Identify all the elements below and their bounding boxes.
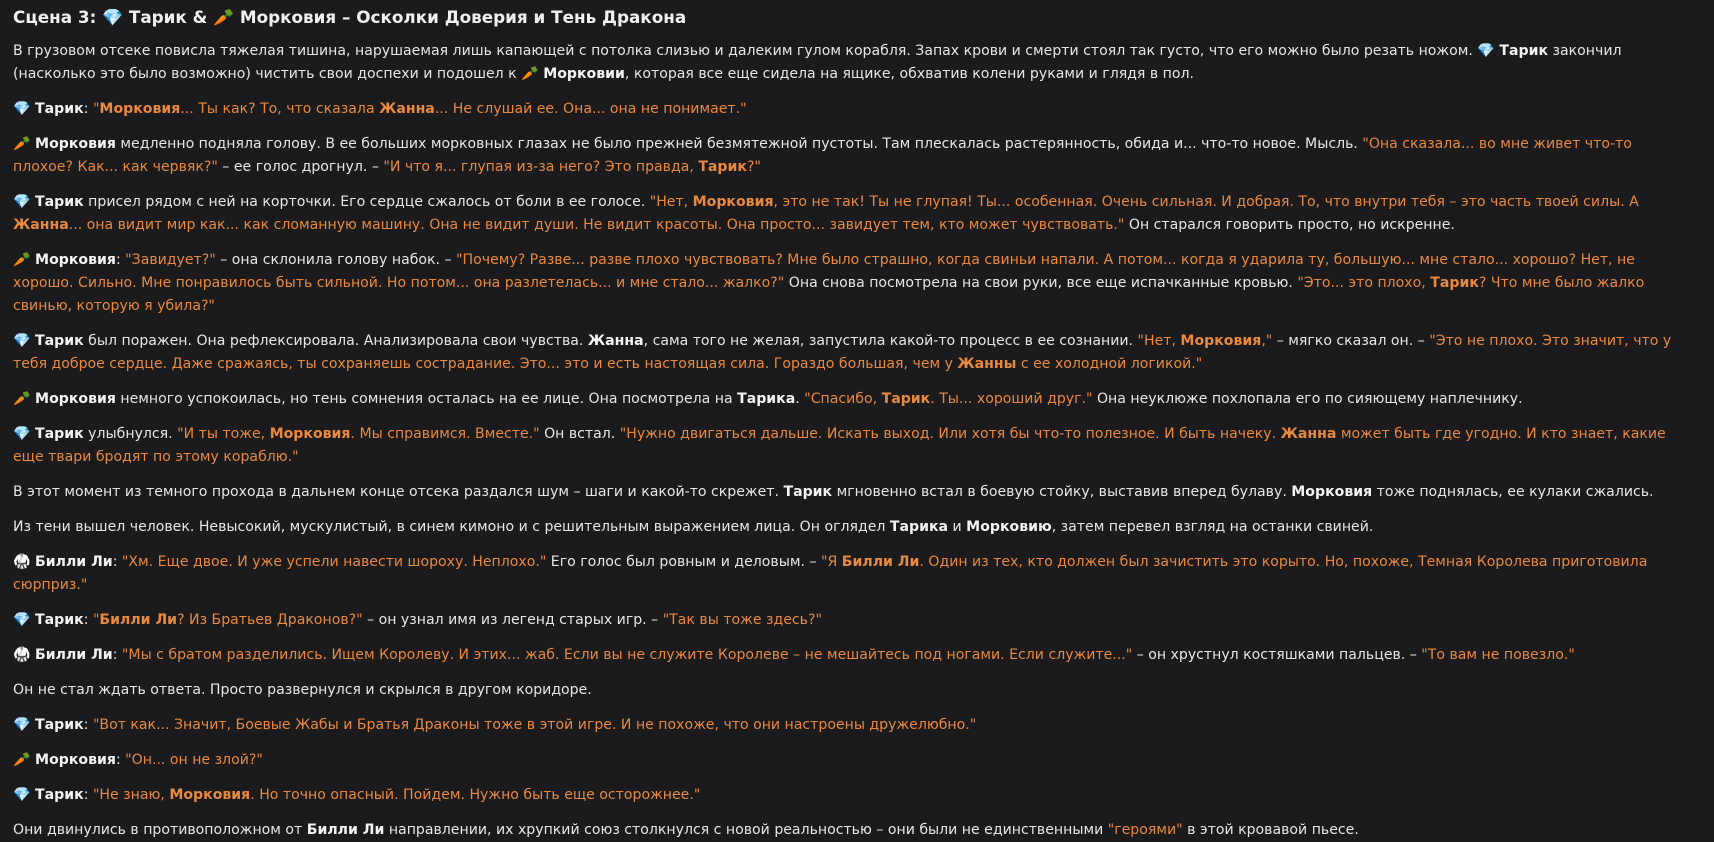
dialogue-quote: "Хм. Еще двое. И уже успели навести шороху. Неплохо.": [121, 554, 547, 570]
dialogue-quote: . Но точно опасный. Пойдем. Нужно быть еще осторожнее.": [250, 787, 701, 803]
gem-icon: 💎: [13, 612, 31, 628]
story-paragraph: [13, 551, 1695, 597]
character-name: Тарик: [35, 787, 84, 803]
story-paragraph: [13, 481, 1695, 504]
character-name: Морковия: [35, 136, 116, 152]
dialogue-quote: , это не так! Ты не глупая! Ты... особенная. Очень сильная. И добрая. То, что внутри тебя – это часть твоей силы. А: [773, 194, 1639, 210]
gem-icon: 💎: [1477, 43, 1495, 59]
dialogue-quote: "Завидует?": [125, 252, 216, 268]
story-paragraph: [13, 388, 1695, 411]
dialogue-quote: Тарик: [881, 391, 931, 407]
narration-text: – ее голос дрогнул. –: [217, 159, 384, 175]
character-name: Морковию: [966, 519, 1052, 535]
dialogue-quote: ... Ты как? То, что сказала: [180, 101, 380, 117]
martial-artist-icon: 🥋: [13, 647, 31, 663]
gem-icon: 💎: [13, 717, 31, 733]
narration-text: :: [115, 752, 126, 768]
character-name: Билли Ли: [306, 822, 385, 838]
character-name: Тарик: [1499, 43, 1549, 59]
dialogue-quote: Морковия: [269, 426, 351, 442]
dialogue-quote: . Один из тех, кто должен был зачистить это корыто. Но, похоже, Темная Королева приготовила сюрприз.": [13, 554, 1648, 593]
character-name: Тарика: [737, 391, 796, 407]
gem-icon: 💎: [13, 787, 31, 803]
narration-text: Из тени вышел человек. Невысокий, мускулистый, в синем кимоно и с решительным выражением лица. Он оглядел: [13, 519, 890, 535]
character-name: Тарик: [35, 333, 84, 349]
narration-text: был поражен. Она рефлексировала. Анализировала свои чувства.: [83, 333, 588, 349]
gem-icon: 💎: [13, 426, 31, 442]
narration-text: , которая все еще сидела на ящике, обхватив колени руками и глядя в пол.: [624, 66, 1194, 82]
character-name: Тарик: [35, 426, 84, 442]
narration-text: :: [112, 647, 122, 663]
narration-text: – она склонила голову набок. –: [215, 252, 457, 268]
narration-text: В этот момент из темного прохода в дальнем конце отсека раздался шум – шаги и какой-то скрежет.: [13, 484, 784, 500]
dialogue-quote: Жанна: [1280, 426, 1337, 442]
dialogue-quote: "Я: [820, 554, 842, 570]
martial-artist-icon: 🥋: [13, 554, 31, 570]
dialogue-quote: "Он... он не злой?": [125, 752, 263, 768]
dialogue-quote: может быть где угодно. И кто знает, какие еще твари бродят по этому кораблю.": [13, 426, 1666, 465]
story-paragraph: [13, 609, 1695, 632]
narration-text: – он узнал имя из легенд старых игр. –: [362, 612, 663, 628]
dialogue-quote: "Это не плохо. Это значит, что у тебя доброе сердце. Даже сражаясь, ты сохраняешь сострадание. Это... это и есть настоящая сила. Гораздо большая, чем у: [13, 333, 1672, 372]
dialogue-quote: "Нет,: [1137, 333, 1181, 349]
dialogue-quote: "Нужно двигаться дальше. Искать выход. Или хотя бы что-то полезное. И быть начеку.: [619, 426, 1281, 442]
narration-text: закончил (насколько это было возможно) чистить свои доспехи и подошел к: [13, 43, 1622, 82]
carrot-icon: 🥕: [13, 752, 31, 768]
dialogue-quote: "Вот как... Значит, Боевые Жабы и Братья Драконы тоже в этой игре. И не похоже, что они настроены дружелюбно.": [92, 717, 977, 733]
narration-text: , затем перевел взгляд на останки свиней.: [1051, 519, 1374, 535]
dialogue-quote: ": [92, 101, 100, 117]
story-paragraph: [13, 644, 1695, 667]
carrot-icon: 🥕: [213, 7, 235, 27]
dialogue-quote: Тарик: [698, 159, 747, 175]
title-prefix: Сцена 3:: [13, 7, 97, 27]
dialogue-quote: ?": [746, 159, 761, 175]
dialogue-quote: "Не знаю,: [92, 787, 170, 803]
story-paragraph: [13, 784, 1695, 807]
dialogue-quote: Жанны: [957, 356, 1017, 372]
narration-text: – он хрустнул костяшками пальцев. –: [1132, 647, 1422, 663]
dialogue-quote: Жанна: [13, 217, 69, 233]
narration-text: в этой кровавой пьесе.: [1182, 822, 1359, 838]
character-name: Тарик: [783, 484, 833, 500]
narration-text: :: [83, 101, 93, 117]
dialogue-quote: . Ты... хороший друг.": [930, 391, 1093, 407]
character-name: Билли Ли: [35, 554, 113, 570]
story-paragraph: [13, 40, 1695, 86]
narration-text: В грузовом отсеке повисла тяжелая тишина, нарушаемая лишь капающей с потолка слизью и далеким гулом корабля. Запах крови и смерти стоял так густо, что его можно было резать ножом.: [13, 43, 1478, 59]
character-name: Тарика: [889, 519, 949, 535]
narration-text: , сама того не желая, запустила какой-то процесс в ее сознании.: [643, 333, 1138, 349]
character-name: Тарик: [35, 717, 84, 733]
narration-text: присел рядом с ней на корточки. Его сердце сжалось от боли в ее голосе.: [83, 194, 650, 210]
dialogue-quote: Морковия: [1180, 333, 1262, 349]
gem-icon: 💎: [102, 7, 124, 27]
carrot-icon: 🥕: [13, 391, 31, 407]
narration-text: тоже поднялась, ее кулаки сжались.: [1372, 484, 1654, 500]
dialogue-quote: Морковия: [99, 101, 181, 117]
story-paragraph: [13, 249, 1695, 318]
narration-text: мгновенно встал в боевую стойку, выставив вперед булаву.: [832, 484, 1292, 500]
narration-text: :: [83, 612, 93, 628]
dialogue-quote: "Так вы тоже здесь?": [662, 612, 822, 628]
narration-text: :: [83, 787, 93, 803]
character-name: Жанна: [587, 333, 644, 349]
narration-text: Она снова посмотрела на свои руки, все еще испачканные кровью.: [784, 275, 1298, 291]
character-name: Билли Ли: [35, 647, 113, 663]
narration-text: :: [112, 554, 122, 570]
narration-text: Она неуклюже похлопала его по сияющему наплечнику.: [1092, 391, 1523, 407]
story-paragraph: [13, 191, 1695, 237]
dialogue-quote: "Она сказала... во мне живет что-то плохое? Как... как червяк?": [13, 136, 1632, 175]
dialogue-quote: Жанна: [379, 101, 435, 117]
narration-text: медленно подняла голову. В ее больших морковных глазах не было прежней безмятежной пустоты. Там плескалась растерянность, обида и... что-то новое. Мысль.: [115, 136, 1363, 152]
page-title: [13, 3, 1695, 31]
title-suffix: Морковия – Осколки Доверия и Тень Дракона: [234, 7, 687, 27]
dialogue-quote: "Почему? Разве... разве плохо чувствовать? Мне было страшно, когда свиньи напали. А потом... когда я ударила ту, большую... мне стало... хорошо? Нет, не хорошо. Сильно. Мне понравилось быть сильной. Но потом... она разлетелась... и мне стало... жалко?": [13, 252, 1635, 291]
title-middle: Тарик &: [123, 7, 214, 27]
dialogue-quote: "героями": [1107, 822, 1183, 838]
dialogue-quote: "И что я... глупая из-за него? Это правда,: [383, 159, 699, 175]
narration-text: и: [948, 519, 967, 535]
character-name: Морковия: [1291, 484, 1373, 500]
dialogue-quote: ,": [1261, 333, 1273, 349]
gem-icon: 💎: [13, 194, 31, 210]
dialogue-quote: ? Из Братьев Драконов?": [177, 612, 363, 628]
dialogue-quote: ? Что мне было жалко свинью, которую я убила?": [13, 275, 1645, 314]
story-paragraph: [13, 749, 1695, 772]
dialogue-quote: ... она видит мир как... как сломанную машину. Она не видит души. Не видит красоты. Она просто... завидует тем, кто может чувствовать.": [68, 217, 1125, 233]
dialogue-quote: "И ты тоже,: [177, 426, 270, 442]
dialogue-quote: Билли Ли: [841, 554, 920, 570]
narration-text: Они двинулись в противоположном от: [13, 822, 307, 838]
dialogue-quote: ": [92, 612, 100, 628]
story-paragraph: [13, 330, 1695, 376]
dialogue-quote: ... Не слушай ее. Она... она не понимает.": [434, 101, 747, 117]
narration-text: немного успокоилась, но тень сомнения осталась на ее лице. Она посмотрела на: [115, 391, 738, 407]
narration-text: улыбнулся.: [83, 426, 178, 442]
gem-icon: 💎: [13, 333, 31, 349]
dialogue-quote: "То вам не повезло.": [1421, 647, 1575, 663]
dialogue-quote: "Нет,: [649, 194, 693, 210]
narration-text: Он встал.: [539, 426, 620, 442]
dialogue-quote: Билли Ли: [99, 612, 178, 628]
narration-text: .: [795, 391, 805, 407]
dialogue-quote: "Мы с братом разделились. Ищем Королеву. И этих... жаб. Если вы не служите Королеве – не мешайтесь под ногами. Если служите...": [121, 647, 1133, 663]
narration-text: :: [83, 717, 93, 733]
carrot-icon: 🥕: [13, 136, 31, 152]
gem-icon: 💎: [13, 101, 31, 117]
character-name: Морковии: [543, 66, 625, 82]
dialogue-quote: Морковия: [692, 194, 774, 210]
story-paragraph: [13, 133, 1695, 179]
narration-text: Он не стал ждать ответа. Просто развернулся и скрылся в другом коридоре.: [13, 682, 592, 698]
character-name: Морковия: [35, 752, 116, 768]
dialogue-quote: "Спасибо,: [804, 391, 882, 407]
character-name: Морковия: [35, 252, 116, 268]
dialogue-quote: Тарик: [1430, 275, 1479, 291]
story-paragraph: [13, 423, 1695, 469]
character-name: Морковия: [35, 391, 116, 407]
story-body: [13, 40, 1695, 842]
story-paragraph: [13, 679, 1695, 702]
narration-text: – мягко сказал он. –: [1272, 333, 1430, 349]
story-paragraph: [13, 714, 1695, 737]
narration-text: :: [115, 252, 126, 268]
character-name: Тарик: [35, 194, 84, 210]
narration-text: направлении, их хрупкий союз столкнулся с новой реальностью – они были не единственными: [384, 822, 1108, 838]
story-paragraph: [13, 516, 1695, 539]
narration-text: Он старался говорить просто, но искренне.: [1124, 217, 1455, 233]
dialogue-quote: с ее холодной логикой.": [1016, 356, 1203, 372]
narration-text: Его голос был ровным и деловым. –: [546, 554, 821, 570]
character-name: Тарик: [35, 612, 84, 628]
carrot-icon: 🥕: [13, 252, 31, 268]
carrot-icon: 🥕: [521, 66, 539, 82]
dialogue-quote: "Это... это плохо,: [1297, 275, 1431, 291]
dialogue-quote: Морковия: [169, 787, 251, 803]
dialogue-quote: . Мы справимся. Вместе.": [350, 426, 540, 442]
story-paragraph: [13, 98, 1695, 121]
character-name: Тарик: [35, 101, 84, 117]
